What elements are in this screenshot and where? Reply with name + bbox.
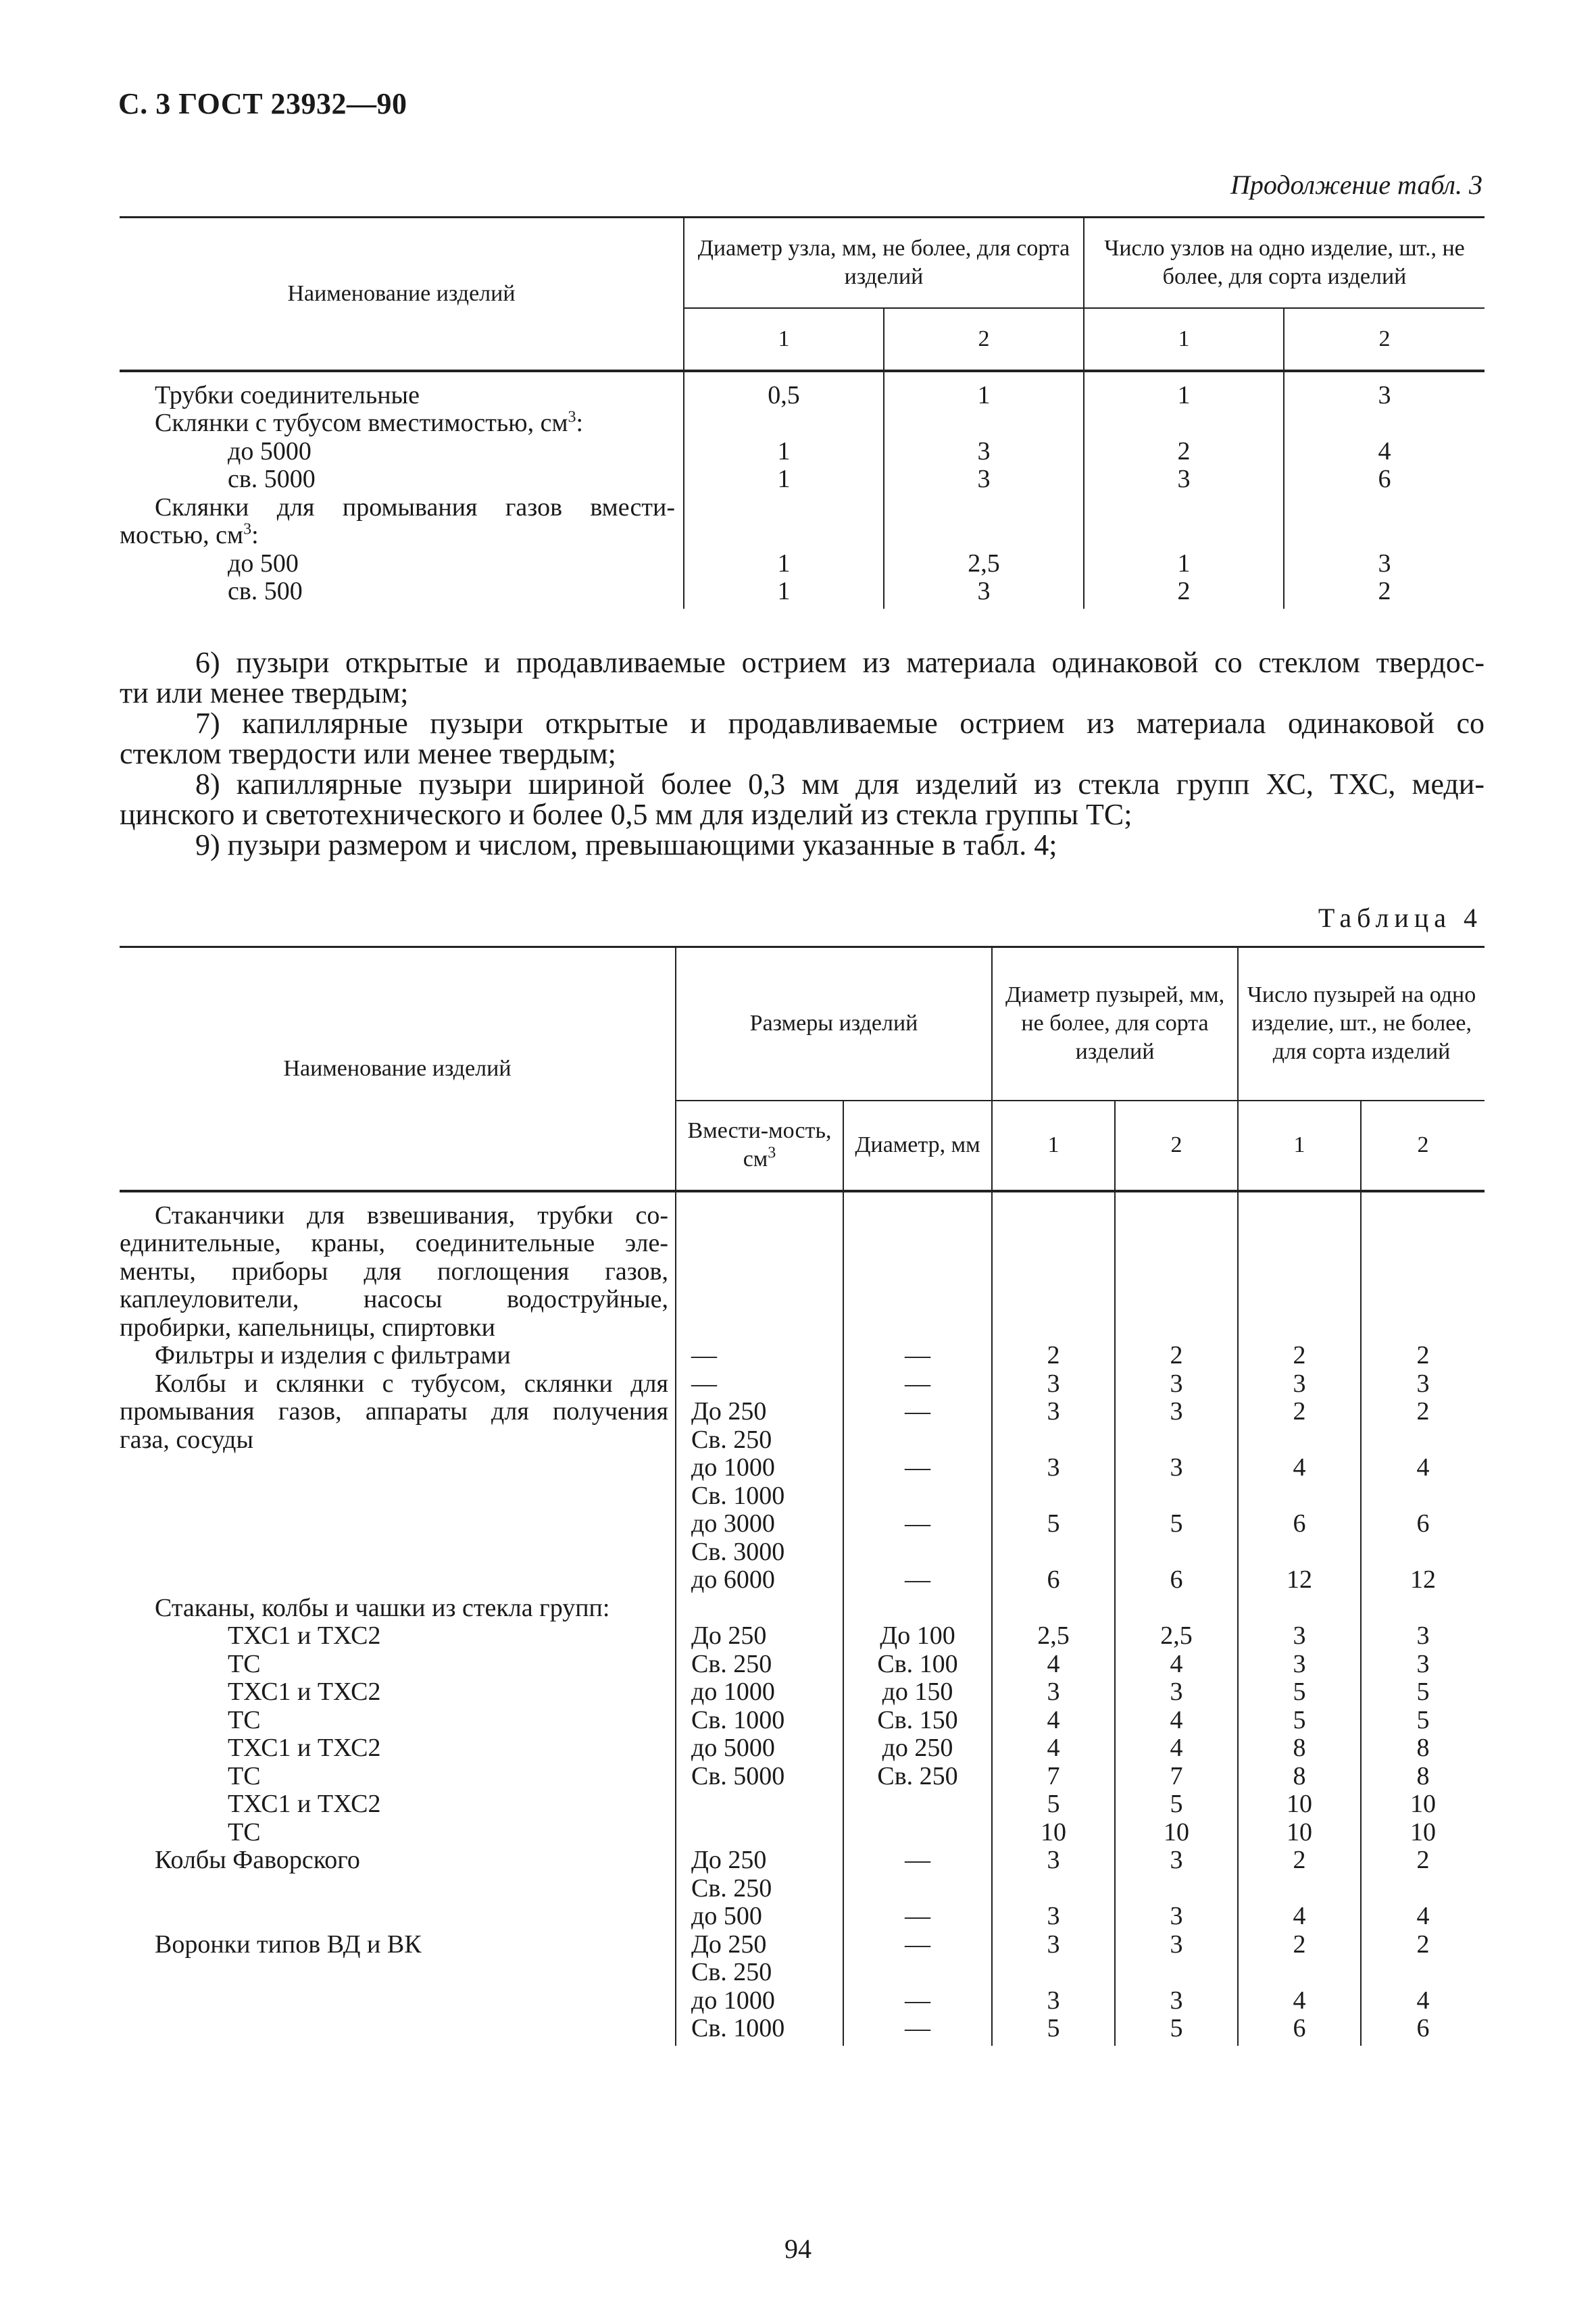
table-cell: 3 — [1170, 1930, 1183, 1959]
table-cell: 1 — [777, 436, 791, 466]
table-cell: 12 — [1287, 1565, 1313, 1594]
table-cell — [684, 409, 883, 438]
t4-volume-column — [676, 1192, 843, 2046]
table-cell — [1116, 1286, 1237, 1314]
table-row: Трубки соединительные — [155, 380, 420, 409]
table-row: ТХС1 и ТХС2 — [228, 1621, 381, 1650]
t3-header-name: Наименование изделий — [120, 218, 684, 370]
t4-header-grade: 2 — [1361, 1101, 1485, 1190]
table-row — [120, 1987, 668, 2015]
table-cell — [684, 494, 883, 522]
t4-header-sizes: Размеры изделий — [676, 947, 992, 1101]
table-cell: 10 — [1410, 1790, 1437, 1818]
table-cell — [844, 1426, 991, 1455]
table-cell: 1 — [777, 577, 791, 605]
table-row — [120, 1875, 668, 1903]
table-cell — [884, 522, 1083, 550]
table-cell — [844, 1286, 991, 1314]
table-cell — [1362, 1258, 1485, 1286]
table-row — [120, 1566, 668, 1594]
table-cell — [1362, 1594, 1485, 1623]
table-row: ТХС1 и ТХС2 — [228, 1678, 381, 1706]
table-cell: 2 — [1293, 1397, 1306, 1426]
table-row: до 500 — [228, 549, 299, 578]
paragraph-line: 6) пузыри открытые и продавливаемые острием из материала одинаковой со стеклом твердос- — [195, 646, 1485, 679]
table-cell — [1362, 1202, 1485, 1230]
table-cell: до 5000 — [691, 1734, 775, 1762]
table-cell: Св. 5000 — [691, 1761, 785, 1790]
table-cell — [993, 1875, 1114, 1903]
table-cell: Св. 250 — [691, 1649, 772, 1678]
table-cell — [1239, 1202, 1360, 1230]
table-cell: — — [905, 1397, 930, 1426]
t3-header-grade: 1 — [1084, 308, 1284, 370]
table-cell — [1362, 1314, 1485, 1342]
table-cell: 1 — [1177, 380, 1191, 409]
table-cell: 1 — [777, 465, 791, 493]
table-cell — [1116, 1314, 1237, 1342]
table-cell — [844, 1594, 991, 1623]
table-cell — [844, 1959, 991, 1987]
t4-names-column — [120, 1192, 676, 2046]
table-cell: 5 — [1047, 1509, 1060, 1538]
table-cell — [993, 1286, 1114, 1314]
t3-grade2-diameter-column — [884, 372, 1084, 609]
table-cell — [1239, 1538, 1360, 1567]
table-row: ТС — [228, 1817, 261, 1846]
t4-diameter-column — [843, 1192, 992, 2046]
table-row: Колбы и склянки с тубусом, склянки для — [155, 1369, 668, 1398]
table-row: ТС — [228, 1649, 261, 1678]
table-cell: 2 — [1177, 577, 1191, 605]
table-cell — [676, 1230, 843, 1258]
table-cell: 2 — [1416, 1341, 1430, 1369]
table-cell: 5 — [1047, 2014, 1060, 2042]
t4-header-grade: 2 — [1115, 1101, 1238, 1190]
table-cell — [1362, 1482, 1485, 1511]
table-cell — [1362, 1875, 1485, 1903]
table-cell: 2 — [1378, 577, 1391, 605]
table-cell: — — [905, 1453, 930, 1482]
table-cell: 3 — [977, 436, 991, 466]
table-cell: Св. 1000 — [691, 1481, 785, 1510]
table-cell: 4 — [1416, 1453, 1430, 1482]
table-row: газа, сосуды — [120, 1425, 253, 1454]
table-cell: 3 — [1047, 1397, 1060, 1426]
table-cell: Св. 100 — [877, 1649, 958, 1678]
table-cell — [1239, 1286, 1360, 1314]
table-row — [120, 1903, 668, 1931]
table-cell — [993, 1314, 1114, 1342]
table-cell: 0,5 — [768, 380, 800, 409]
table-row: ТС — [228, 1761, 261, 1790]
table-cell — [676, 1594, 843, 1623]
table-cell: — — [905, 1902, 930, 1930]
table-cell: до 250 — [882, 1734, 953, 1762]
table-cell: 5 — [1416, 1678, 1430, 1706]
table-cell — [844, 1790, 991, 1819]
table-cell — [1116, 1426, 1237, 1455]
table-cell: 3 — [1378, 380, 1391, 409]
table-cell: до 1000 — [691, 1986, 775, 2015]
t3-header-grade: 1 — [684, 308, 884, 370]
table-cell — [993, 1594, 1114, 1623]
t4-header-name: Наименование изделий — [120, 947, 676, 1190]
table-cell: До 250 — [691, 1621, 767, 1650]
table-cell — [1239, 1875, 1360, 1903]
table-cell — [1285, 494, 1485, 522]
t3-names-column — [120, 372, 684, 609]
table-cell: — — [905, 1369, 930, 1398]
table-cell: до 500 — [691, 1902, 762, 1930]
table-cell: 2 — [1416, 1397, 1430, 1426]
table-cell: 5 — [1416, 1705, 1430, 1734]
table-row: ТХС1 и ТХС2 — [228, 1790, 381, 1818]
table-cell — [676, 1286, 843, 1314]
table-cell — [844, 1875, 991, 1903]
table-cell: до 1000 — [691, 1453, 775, 1482]
table-cell — [1116, 1875, 1237, 1903]
table-cell: 6 — [1293, 2014, 1306, 2042]
table-row: Стаканчики для взвешивания, трубки со- — [155, 1201, 668, 1230]
table-cell — [844, 1258, 991, 1286]
table-cell — [884, 494, 1083, 522]
table-cell: 3 — [1293, 1649, 1306, 1678]
table-cell: 4 — [1170, 1649, 1183, 1678]
table-cell: 3 — [1047, 1930, 1060, 1959]
table-cell — [1116, 1538, 1237, 1567]
table-cell — [1116, 1258, 1237, 1286]
table-cell — [1116, 1482, 1237, 1511]
table-cell: 2 — [1177, 436, 1191, 466]
table-row: Склянки для промывания газов вмести- — [155, 493, 675, 522]
table-cell: 8 — [1416, 1734, 1430, 1762]
table-cell: 6 — [1047, 1565, 1060, 1594]
table-cell: 4 — [1047, 1705, 1060, 1734]
table-cell: 5 — [1293, 1705, 1306, 1734]
text-block — [120, 647, 1485, 860]
table-cell — [1116, 1230, 1237, 1258]
table-cell — [1362, 1538, 1485, 1567]
table-cell: 4 — [1047, 1734, 1060, 1762]
table-row: Колбы Фаворского — [155, 1846, 360, 1874]
table-row: Фильтры и изделия с фильтрами — [155, 1341, 511, 1369]
table-cell: 2,5 — [1160, 1621, 1193, 1650]
table-cell: Св. 250 — [691, 1873, 772, 1903]
table-cell: 6 — [1170, 1565, 1183, 1594]
table-cell: 6 — [1416, 1509, 1430, 1538]
table-cell — [1084, 494, 1283, 522]
table-cell — [844, 1482, 991, 1511]
table-cell: 3 — [1170, 1453, 1183, 1482]
t4-header-count: Число пузырей на одно изделие, шт., не более, для сорта изделий — [1238, 947, 1485, 1101]
table-row: пробирки, капельницы, спиртовки — [120, 1313, 495, 1342]
table-cell: 12 — [1410, 1565, 1437, 1594]
table-row: Воронки типов ВД и ВК — [155, 1930, 422, 1959]
table-cell — [993, 1202, 1114, 1230]
table-cell: 7 — [1170, 1761, 1183, 1790]
table-cell: 10 — [1041, 1817, 1067, 1846]
table-cell — [1239, 1230, 1360, 1258]
table-cell: 3 — [977, 465, 991, 493]
table-row: св. 500 — [228, 577, 303, 605]
table-cell — [993, 1426, 1114, 1455]
table-cell: 3 — [1170, 1369, 1183, 1398]
table-3 — [120, 216, 1485, 609]
table-row: ТС — [228, 1705, 261, 1734]
table-cell: 4 — [1293, 1453, 1306, 1482]
t3-header-grade: 2 — [884, 308, 1084, 370]
table-cell: 4 — [1378, 436, 1391, 466]
table-row: Стаканы, колбы и чашки из стекла групп: — [155, 1593, 610, 1622]
table-cell — [1239, 1314, 1360, 1342]
table-cell — [1239, 1594, 1360, 1623]
t4-header-item-diameter: Диаметр, мм — [843, 1101, 992, 1190]
table-row — [120, 1959, 668, 1987]
table-cell — [844, 1538, 991, 1567]
table-cell — [684, 522, 883, 550]
t4-grade2-bubble-count-column — [1361, 1192, 1485, 2046]
table-cell: 3 — [1170, 1986, 1183, 2015]
table-cell: Св. 3000 — [691, 1537, 785, 1566]
table-cell: 3 — [977, 577, 991, 605]
table-cell: 5 — [1170, 1790, 1183, 1818]
page-number: 94 — [784, 2234, 812, 2264]
table-cell — [993, 1482, 1114, 1511]
table-cell — [844, 1819, 991, 1847]
t3-grade2-count-column — [1284, 372, 1485, 609]
table-cell — [993, 1230, 1114, 1258]
table-cell: 3 — [1177, 465, 1191, 493]
table-cell: 10 — [1287, 1817, 1313, 1846]
table-row: до 5000 — [228, 436, 311, 466]
t4-grade2-bubble-diameter-column — [1115, 1192, 1238, 2046]
table-cell: До 250 — [691, 1397, 767, 1426]
table-cell: До 250 — [691, 1930, 767, 1959]
table-row: Склянки с тубусом вместимостью, $см^3$: — [155, 408, 584, 437]
paragraph-line: 9) пузыри размером и числом, превышающими указанные в табл. 4; — [195, 828, 1057, 861]
table-cell: 8 — [1293, 1734, 1306, 1762]
table-cell: 3 — [1047, 1986, 1060, 2015]
table-cell: — — [905, 1565, 930, 1594]
table-cell: 2 — [1293, 1341, 1306, 1369]
table-cell: 8 — [1416, 1761, 1430, 1790]
table-cell — [1084, 522, 1283, 550]
table-cell: 3 — [1047, 1678, 1060, 1706]
table-cell — [993, 1538, 1114, 1567]
page-header: С. 3 ГОСТ 23932—90 — [118, 87, 407, 120]
table-cell: 3 — [1047, 1453, 1060, 1482]
t3-grade1-count-column — [1084, 372, 1284, 609]
table-cell: 2 — [1170, 1341, 1183, 1369]
table-cell — [1116, 1594, 1237, 1623]
table-cell: До 250 — [691, 1846, 767, 1874]
table-cell — [676, 1790, 843, 1819]
t3-header-grade: 2 — [1284, 308, 1485, 370]
t4-header-grade: 1 — [1238, 1101, 1361, 1190]
t4-header-volume: Вмести-мость, $см^3$ — [676, 1101, 843, 1190]
table-cell: Св. 250 — [691, 1958, 772, 1986]
table-row: промывания газов, аппараты для получения — [120, 1397, 668, 1426]
table-cell: 6 — [1416, 2014, 1430, 2042]
table-cell: 2 — [1416, 1930, 1430, 1959]
table-cell: 4 — [1170, 1734, 1183, 1762]
table-cell: Св. 1000 — [691, 1705, 785, 1734]
table-cell: 10 — [1410, 1817, 1437, 1846]
table-cell — [1362, 1286, 1485, 1314]
table-cell: — — [905, 2014, 930, 2042]
table-continuation-caption: Продолжение табл. 3 — [1230, 170, 1482, 200]
table-cell — [1116, 1202, 1237, 1230]
table-cell: 5 — [1047, 1790, 1060, 1818]
table-cell — [844, 1202, 991, 1230]
table-cell: 3 — [1170, 1678, 1183, 1706]
table-cell: 2 — [1416, 1846, 1430, 1874]
t4-header-grade: 1 — [992, 1101, 1115, 1190]
table-cell: 5 — [1170, 2014, 1183, 2042]
table-cell: 3 — [1293, 1369, 1306, 1398]
table-cell: 3 — [1170, 1846, 1183, 1874]
table-cell: 5 — [1293, 1678, 1306, 1706]
table-cell — [676, 1819, 843, 1847]
paragraph-line: цинского и светотехнического и более 0,5 мм для изделий из стекла группы ТС; — [120, 798, 1132, 831]
table-cell — [884, 409, 1083, 438]
table-cell: 3 — [1170, 1902, 1183, 1930]
table-cell: до 1000 — [691, 1678, 775, 1706]
table-cell — [676, 1314, 843, 1342]
table-cell: 3 — [1047, 1369, 1060, 1398]
table-cell: — — [905, 1846, 930, 1874]
paragraph-line: стеклом твердости или менее твердым; — [120, 737, 616, 770]
table-cell — [1285, 409, 1485, 438]
table-row — [120, 1538, 668, 1567]
table-cell: 4 — [1293, 1902, 1306, 1930]
table-cell: 10 — [1164, 1817, 1190, 1846]
table-cell — [844, 1314, 991, 1342]
paragraph-line: 7) капиллярные пузыри открытые и продавливаемые острием из материала одинаковой со — [195, 707, 1485, 740]
table-cell: До 100 — [880, 1621, 955, 1650]
table-cell: Св. 250 — [877, 1761, 958, 1790]
table-cell: — — [691, 1369, 717, 1398]
table-cell — [1285, 522, 1485, 550]
table-cell — [993, 1258, 1114, 1286]
table-cell: до 150 — [882, 1678, 953, 1706]
table-cell: 4 — [1047, 1649, 1060, 1678]
table-cell — [844, 1230, 991, 1258]
table-cell: 2 — [1293, 1930, 1306, 1959]
table-cell: 3 — [1047, 1846, 1060, 1874]
table-cell: 10 — [1287, 1790, 1313, 1818]
t3-header-count: Число узлов на одно изделие, шт., не более, для сорта изделий — [1084, 218, 1485, 308]
table-cell: 4 — [1416, 1986, 1430, 2015]
table-row: каплеуловители, насосы водоструйные, — [120, 1285, 668, 1313]
table-cell — [676, 1258, 843, 1286]
table-cell: 4 — [1416, 1902, 1430, 1930]
table-cell: до 3000 — [691, 1509, 775, 1538]
table-cell: Св. 250 — [691, 1425, 772, 1454]
table-cell: 3 — [1416, 1621, 1430, 1650]
table-row: единительные, краны, соединительные эле- — [120, 1229, 668, 1257]
table-cell — [1362, 1426, 1485, 1455]
table-cell: 6 — [1378, 465, 1391, 493]
t4-grade1-bubble-count-column — [1238, 1192, 1361, 2046]
table-row: менты, приборы для поглощения газов, — [120, 1257, 668, 1286]
table-row — [120, 1454, 668, 1482]
t4-grade1-bubble-diameter-column — [992, 1192, 1115, 2046]
t4-header-diameter: Диаметр пузырей, мм, не более, для сорта изделий — [992, 947, 1238, 1101]
table-cell: — — [905, 1986, 930, 2015]
table-row — [120, 2015, 668, 2043]
table-cell — [993, 1959, 1114, 1987]
table-cell: Св. 150 — [877, 1705, 958, 1734]
table-cell — [1239, 1258, 1360, 1286]
table-cell: 2 — [1047, 1341, 1060, 1369]
table-row — [120, 1510, 668, 1538]
table-cell: 3 — [1047, 1902, 1060, 1930]
table-row: мостью, $см^3$: — [120, 520, 259, 549]
table-cell: 1 — [777, 549, 791, 578]
table-cell: 3 — [1378, 549, 1391, 578]
table-row: ТХС1 и ТХС2 — [228, 1734, 381, 1762]
table-cell: 3 — [1416, 1369, 1430, 1398]
table-cell: 3 — [1170, 1397, 1183, 1426]
table-cell — [1084, 409, 1283, 438]
table-cell: 2,5 — [1037, 1621, 1070, 1650]
table-cell — [1239, 1959, 1360, 1987]
t3-header-diameter: Диаметр узла, мм, не более, для сорта изделий — [684, 218, 1084, 308]
table-cell: 2,5 — [968, 549, 1000, 578]
table-cell — [1239, 1426, 1360, 1455]
table-cell: — — [691, 1341, 717, 1369]
table-cell: — — [905, 1930, 930, 1959]
table-cell — [1362, 1959, 1485, 1987]
table-cell: Св. 1000 — [691, 2014, 785, 2042]
table-cell: 4 — [1293, 1986, 1306, 2015]
table-4-caption: Таблица 4 — [1318, 903, 1482, 933]
paragraph-line: 8) капиллярные пузыри шириной более 0,3 мм для изделий из стекла групп ХС, ТХС, меди- — [195, 768, 1485, 801]
table-cell: — — [905, 1341, 930, 1369]
table-cell: 1 — [977, 380, 991, 409]
table-cell — [1362, 1230, 1485, 1258]
t3-grade1-diameter-column — [684, 372, 884, 609]
table-cell: 2 — [1293, 1846, 1306, 1874]
table-row: св. 5000 — [228, 465, 316, 493]
table-cell — [1116, 1959, 1237, 1987]
table-cell: 5 — [1170, 1509, 1183, 1538]
table-cell: 3 — [1293, 1621, 1306, 1650]
table-row — [120, 1482, 668, 1511]
table-cell: 8 — [1293, 1761, 1306, 1790]
table-4 — [120, 946, 1485, 2046]
table-cell: 1 — [1177, 549, 1191, 578]
table-cell: — — [905, 1509, 930, 1538]
table-cell: 3 — [1416, 1649, 1430, 1678]
table-cell: до 6000 — [691, 1565, 775, 1594]
table-cell: 7 — [1047, 1761, 1060, 1790]
table-cell: 4 — [1170, 1705, 1183, 1734]
table-cell: 6 — [1293, 1509, 1306, 1538]
paragraph-line: ти или менее твердым; — [120, 676, 409, 709]
table-cell — [676, 1202, 843, 1230]
table-cell — [1239, 1482, 1360, 1511]
